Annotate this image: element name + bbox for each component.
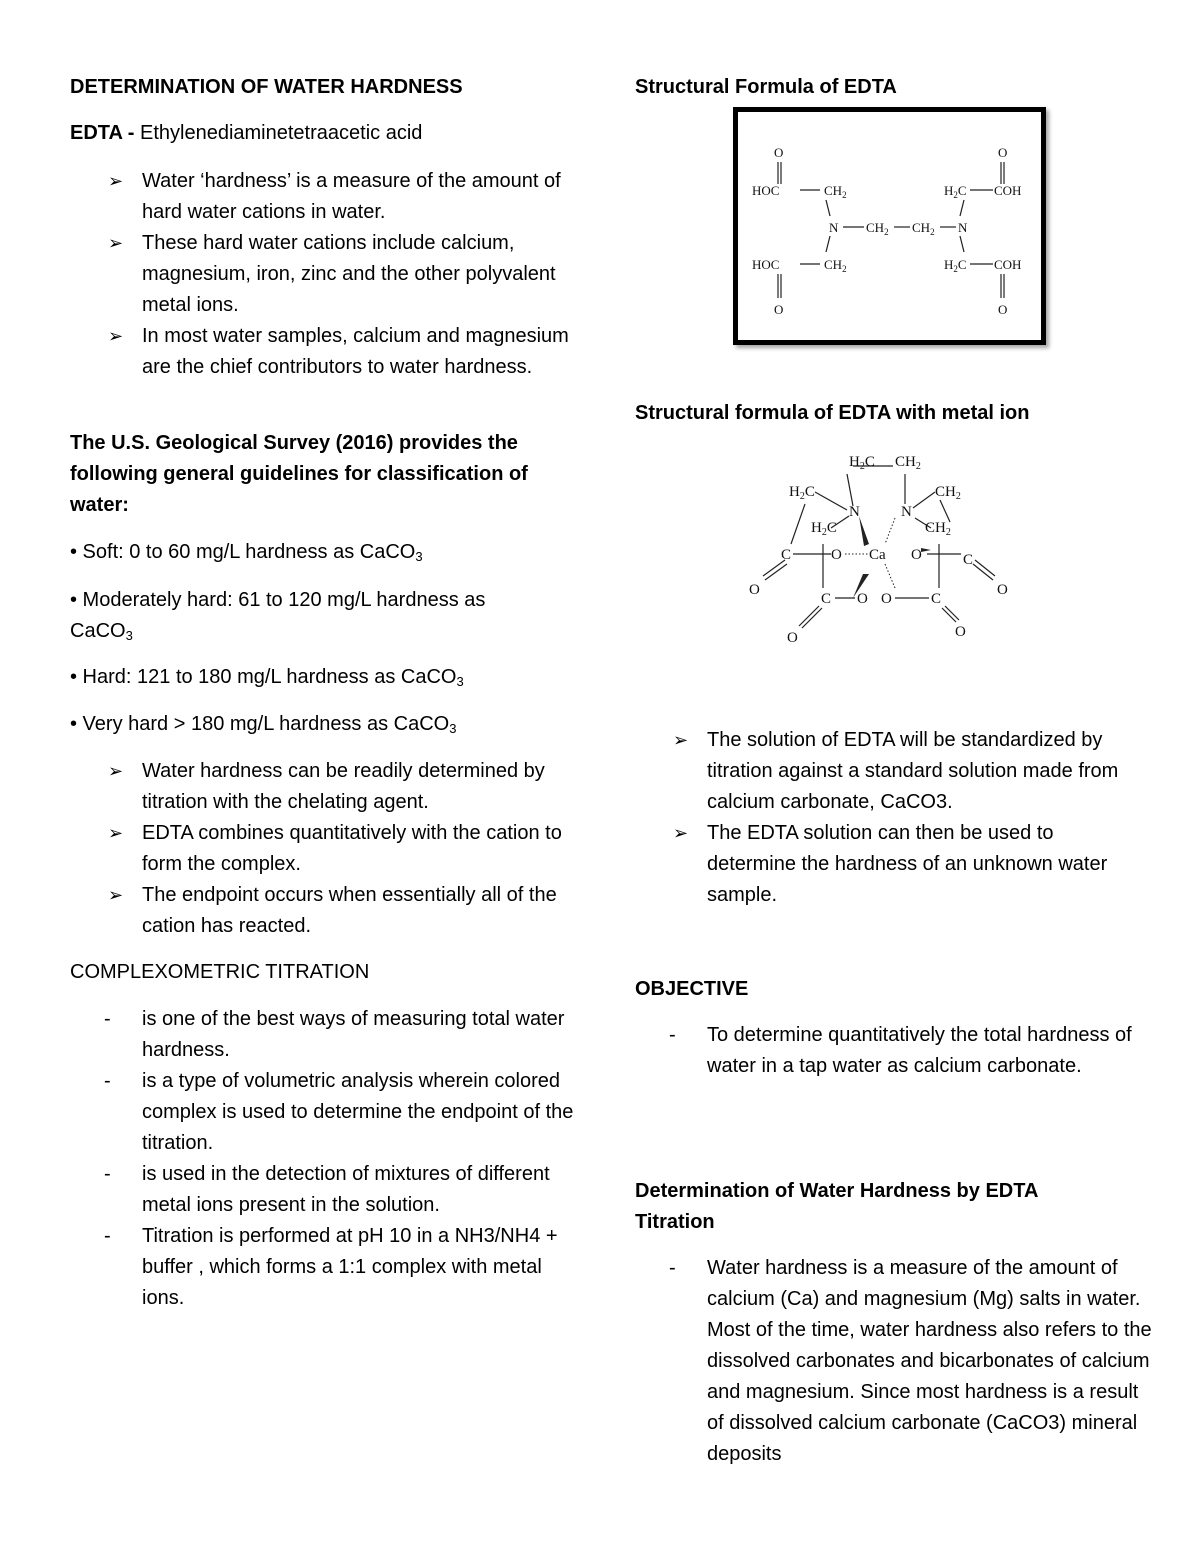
label: $CH_2$ — [824, 183, 847, 200]
edta-structure-heading: Structural Formula of EDTA — [635, 76, 897, 98]
label: N — [849, 504, 860, 520]
label: O — [911, 547, 922, 563]
label: C — [931, 591, 942, 607]
label: $CH_2$ — [824, 257, 847, 274]
complexometric-heading: COMPLEXOMETRIC TITRATION — [70, 961, 370, 983]
label: COH — [994, 183, 1022, 198]
edta-structure-diagram — [738, 112, 1041, 340]
label: HOC — [752, 257, 780, 272]
list-item: ➢ The solution of EDTA will be standardized by titration against a standard solution made from calcium carbonate, CaCO3. — [673, 725, 1143, 818]
standardization-list — [673, 725, 1143, 911]
method-heading: Determination of Water Hardness by EDTA Titration — [635, 1180, 1038, 1233]
method-list — [669, 1253, 1159, 1470]
label: N — [901, 504, 912, 520]
list-item: ➢ Water ‘hardness’ is a measure of the amount of hard water cations in water. — [108, 166, 578, 228]
objective-heading: OBJECTIVE — [635, 978, 749, 1000]
label: $CH_2$ — [866, 220, 889, 237]
label: O — [998, 145, 1008, 160]
label: O — [955, 624, 966, 640]
label: Ca — [869, 547, 886, 563]
label: O — [857, 591, 868, 607]
page-title: DETERMINATION OF WATER HARDNESS — [70, 76, 463, 98]
edta-metal-structure-heading: Structural formula of EDTA with metal ion — [635, 402, 1030, 424]
label: O — [881, 591, 892, 607]
label: HOC — [752, 183, 780, 198]
list-item: ➢ EDTA combines quantitatively with the cation to form the complex. — [108, 818, 578, 880]
edta-structure-figure — [733, 107, 1046, 345]
label: O — [774, 302, 784, 317]
label: $H_2C$ — [944, 183, 967, 200]
list-item: - is a type of volumetric analysis wherein colored complex is used to determine the endpoint of the titration. — [104, 1066, 584, 1159]
label: C — [821, 591, 832, 607]
list-item: ➢ Water hardness can be readily determined by titration with the chelating agent. — [108, 756, 578, 818]
class-moderately-hard: • Moderately hard: 61 to 120 mg/L hardness as CaCO$_3$ — [70, 589, 486, 643]
label: O — [749, 582, 760, 598]
label: $CH_2$ — [895, 454, 921, 472]
label: C — [963, 552, 974, 568]
edta-metal-complex-diagram — [745, 448, 1025, 648]
label: COH — [994, 257, 1022, 272]
label: $CH_2$ — [912, 220, 935, 237]
usgs-heading: The U.S. Geological Survey (2016) provides the following general guidelines for classification of water: — [70, 432, 528, 516]
intro-list — [108, 166, 578, 383]
label: $H_2C$ — [849, 454, 875, 472]
list-item: ➢ The EDTA solution can then be used to determine the hardness of an unknown water sample. — [673, 818, 1143, 911]
label: $H_2C$ — [811, 520, 837, 538]
label: N — [829, 220, 839, 235]
list-item: ➢ In most water samples, calcium and magnesium are the chief contributors to water hardness. — [108, 321, 578, 383]
list-item: - Titration is performed at pH 10 in a NH3/NH4 + buffer , which forms a 1:1 complex with metal ions. — [104, 1221, 584, 1314]
label: O — [787, 630, 798, 646]
label: O — [997, 582, 1008, 598]
list-item: ➢ These hard water cations include calcium, magnesium, iron, zinc and the other polyvalent metal ions. — [108, 228, 578, 321]
label: O — [998, 302, 1008, 317]
label: O — [774, 145, 784, 160]
edta-full-name: Ethylenediaminetetraacetic acid — [140, 122, 423, 144]
edta-label: EDTA - — [70, 122, 140, 144]
objective-list — [669, 1020, 1159, 1082]
list-item: ➢ The endpoint occurs when essentially all of the cation has reacted. — [108, 880, 578, 942]
label: C — [781, 547, 792, 563]
titration-list — [108, 756, 578, 942]
class-hard: • Hard: 121 to 180 mg/L hardness as CaCO$_3$ — [70, 666, 464, 689]
list-item: - Water hardness is a measure of the amount of calcium (Ca) and magnesium (Mg) salts in water. Most of the time, water hardness also refers to the dissolved carbonates and bicarbonates of calcium and magnesium. Since most hardness is a result of dissolved calcium carbonate (CaCO3) mineral deposits — [669, 1253, 1159, 1470]
complexometric-list — [104, 1004, 584, 1314]
label: $CH_2$ — [935, 484, 961, 502]
list-item: - is used in the detection of mixtures of different metal ions present in the solution. — [104, 1159, 584, 1221]
edta-definition — [70, 118, 590, 149]
label: $CH_2$ — [925, 520, 951, 538]
class-soft: • Soft: 0 to 60 mg/L hardness as CaCO$_3$ — [70, 541, 423, 564]
label: $H_2C$ — [944, 257, 967, 274]
label: N — [958, 220, 968, 235]
list-item: - is one of the best ways of measuring total water hardness. — [104, 1004, 584, 1066]
class-very-hard: • Very hard > 180 mg/L hardness as CaCO$_3$ — [70, 713, 457, 736]
list-item: - To determine quantitatively the total hardness of water in a tap water as calcium carbonate. — [669, 1020, 1159, 1082]
label: $H_2C$ — [789, 484, 815, 502]
label: O — [831, 547, 842, 563]
